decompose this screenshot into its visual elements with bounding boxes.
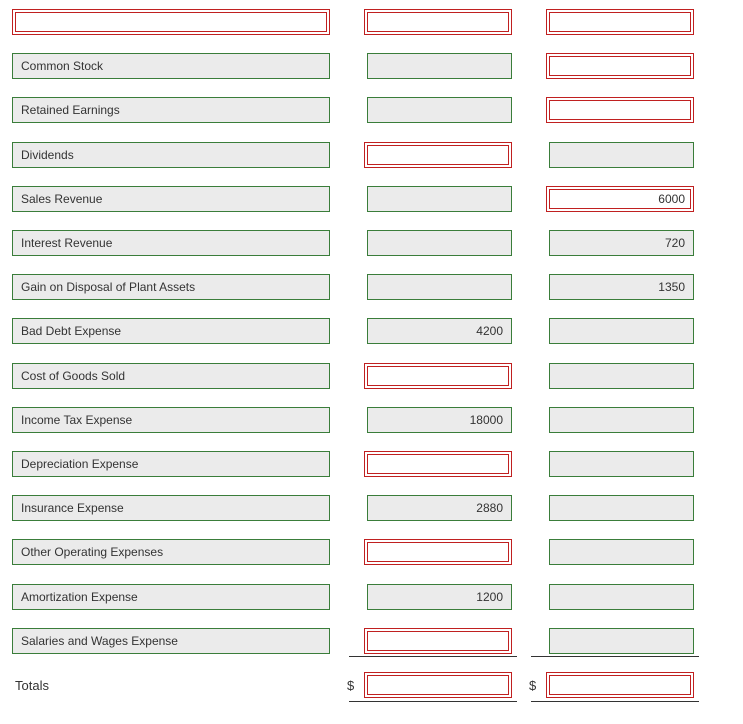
account-title-field[interactable] [12, 9, 330, 35]
credit-field[interactable] [549, 142, 694, 168]
credit-field[interactable] [549, 539, 694, 565]
account-title-field[interactable]: Other Operating Expenses [12, 539, 330, 565]
credit-field[interactable] [549, 495, 694, 521]
table-row [0, 142, 743, 168]
credit-field[interactable] [549, 407, 694, 433]
credit-subtotal-rule [531, 656, 699, 657]
debit-field[interactable] [367, 186, 512, 212]
table-row [0, 363, 743, 389]
debit-field[interactable]: 4200 [367, 318, 512, 344]
debit-field[interactable] [367, 230, 512, 256]
account-title-field[interactable]: Depreciation Expense [12, 451, 330, 477]
debit-field[interactable]: 1200 [367, 584, 512, 610]
table-row [0, 9, 743, 35]
debit-field[interactable] [364, 451, 512, 477]
debit-field[interactable] [364, 628, 512, 654]
account-title-field[interactable]: Amortization Expense [12, 584, 330, 610]
credit-field[interactable] [549, 628, 694, 654]
table-row [0, 186, 743, 212]
table-row [0, 53, 743, 79]
credit-field[interactable] [549, 584, 694, 610]
debit-field[interactable] [364, 539, 512, 565]
credit-field[interactable]: 1350 [549, 274, 694, 300]
debit-total-currency: $ [347, 678, 355, 693]
debit-field[interactable] [367, 97, 512, 123]
account-title-field[interactable]: Cost of Goods Sold [12, 363, 330, 389]
totals-label: Totals [15, 678, 49, 693]
account-title-field[interactable]: Retained Earnings [12, 97, 330, 123]
credit-field[interactable]: 6000 [546, 186, 694, 212]
table-row [0, 274, 743, 300]
debit-total-input[interactable] [364, 672, 512, 698]
debit-field[interactable] [367, 53, 512, 79]
account-title-field[interactable]: Salaries and Wages Expense [12, 628, 330, 654]
debit-total-rule [349, 701, 517, 702]
account-title-field[interactable]: Income Tax Expense [12, 407, 330, 433]
debit-field[interactable] [364, 9, 512, 35]
credit-field[interactable] [549, 318, 694, 344]
account-title-field[interactable]: Dividends [12, 142, 330, 168]
account-title-field[interactable]: Common Stock [12, 53, 330, 79]
account-title-field[interactable]: Insurance Expense [12, 495, 330, 521]
debit-field[interactable] [367, 274, 512, 300]
table-row [0, 318, 743, 344]
debit-field[interactable]: 18000 [367, 407, 512, 433]
table-row [0, 230, 743, 256]
account-title-field[interactable]: Sales Revenue [12, 186, 330, 212]
credit-field[interactable] [546, 9, 694, 35]
account-title-field[interactable]: Gain on Disposal of Plant Assets [12, 274, 330, 300]
credit-total-currency: $ [529, 678, 537, 693]
debit-field[interactable] [364, 363, 512, 389]
credit-field[interactable] [546, 97, 694, 123]
credit-field[interactable]: 720 [549, 230, 694, 256]
credit-total-rule [531, 701, 699, 702]
table-row [0, 628, 743, 654]
credit-field[interactable] [549, 451, 694, 477]
table-row [0, 407, 743, 433]
credit-field[interactable] [549, 363, 694, 389]
table-row [0, 584, 743, 610]
table-row [0, 97, 743, 123]
account-title-field[interactable]: Bad Debt Expense [12, 318, 330, 344]
debit-field[interactable] [364, 142, 512, 168]
account-title-field[interactable]: Interest Revenue [12, 230, 330, 256]
table-row [0, 451, 743, 477]
table-row [0, 495, 743, 521]
credit-total-input[interactable] [546, 672, 694, 698]
debit-field[interactable]: 2880 [367, 495, 512, 521]
table-row [0, 539, 743, 565]
credit-field[interactable] [546, 53, 694, 79]
debit-subtotal-rule [349, 656, 517, 657]
